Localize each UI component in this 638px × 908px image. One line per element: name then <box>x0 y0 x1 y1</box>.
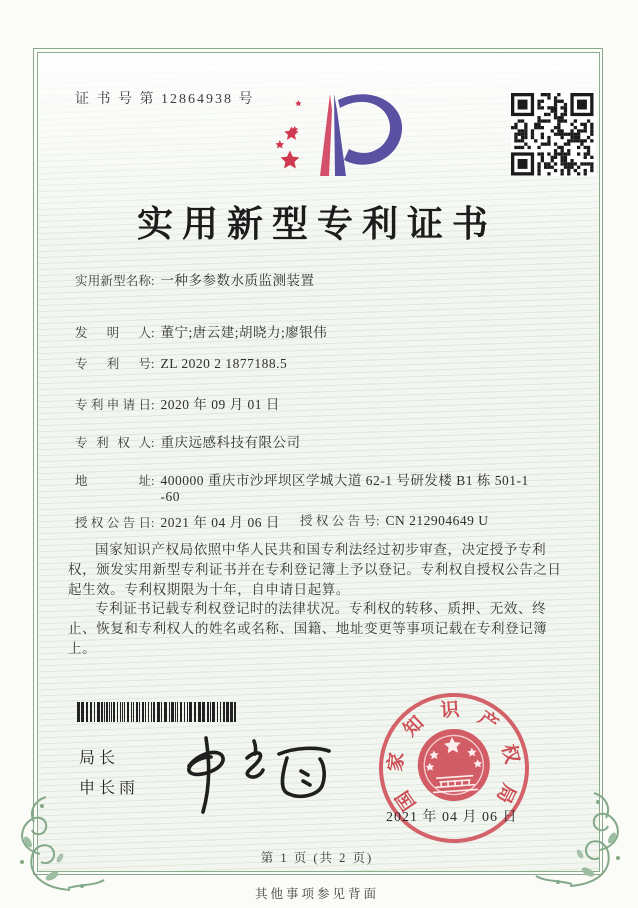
corner-flourish-icon <box>8 792 108 897</box>
cnipa-logo-icon <box>250 84 408 183</box>
address-line-1: 400000 重庆市沙坪坝区学城大道 62-1 号研发楼 B1 栋 501-1 <box>160 473 529 488</box>
field-address <box>75 469 529 505</box>
seal-char: 识 <box>439 699 461 722</box>
officer-name: 申长雨 <box>79 780 140 797</box>
address-line-2: -60 <box>160 489 180 504</box>
field-patentee-label: 专利权人 <box>75 436 151 450</box>
certificate-title: 实用新型专利证书 <box>136 204 497 244</box>
field-grant-no <box>300 511 489 529</box>
seal-char: 家 <box>385 751 409 773</box>
seal-char: 局 <box>492 780 520 807</box>
field-grant-date-value: 2021 年 04 月 06 日 <box>160 515 280 530</box>
field-filing-date <box>75 393 280 413</box>
field-patent-no-label: 专利号 <box>75 357 151 371</box>
signature-icon <box>175 726 340 818</box>
page-number: 第 1 页 (共 2 页) <box>260 851 374 865</box>
officer-role: 局长 <box>79 750 120 767</box>
corner-flourish-icon <box>532 788 632 893</box>
field-name-value: 一种多参数水质监测装置 <box>160 273 315 288</box>
field-filing-date-value: 2020 年 09 月 01 日 <box>160 397 280 412</box>
field-grant-no-label: 授权公告号 <box>300 514 376 528</box>
field-patentee-value: 重庆远感科技有限公司 <box>160 435 301 450</box>
field-name-label: 实用新型名称 <box>75 274 151 288</box>
field-inventor <box>75 321 327 341</box>
field-name <box>75 269 314 289</box>
colon: : <box>151 326 155 340</box>
field-address-label: 地址 <box>75 474 151 488</box>
field-grant-no-value: CN 212904649 U <box>385 513 489 528</box>
field-patent-no <box>75 354 287 372</box>
seal-char: 权 <box>497 742 523 766</box>
barcode-icon <box>77 702 240 722</box>
colon: : <box>151 357 155 371</box>
field-grant-date-label: 授权公告日 <box>75 516 151 530</box>
seal-char: 产 <box>473 707 502 736</box>
legal-text <box>68 540 574 659</box>
field-patentee <box>75 431 300 451</box>
qr-code-icon <box>511 93 596 176</box>
colon: : <box>151 474 155 488</box>
back-side-note: 其他事项参见背面 <box>254 887 379 901</box>
colon: : <box>151 516 155 530</box>
colon: : <box>151 398 155 412</box>
national-emblem-icon <box>413 720 495 809</box>
seal-char: 国 <box>392 786 421 814</box>
field-inventor-value: 董宁;唐云建;胡晓力;廖银伟 <box>160 325 328 340</box>
field-grant-date <box>75 511 280 531</box>
field-inventor-label: 发明人 <box>75 326 151 340</box>
seal-char: 知 <box>399 712 429 741</box>
field-filing-date-label: 专利申请日 <box>75 398 151 412</box>
legal-paragraph-1: 国家知识产权局依照中华人民共和国专利法经过初步审查，决定授予专利权，颁发实用新型专利证书并在专利登记簿上予以登记。专利权自授权公告之日起生效。专利权期限为十年，自申请日起算。 <box>68 542 562 597</box>
seal-date: 2021 年 04 月 06 日 <box>386 810 518 825</box>
colon: : <box>151 274 155 288</box>
colon: : <box>151 436 155 450</box>
certificate-number: 证 书 号 第 12864938 号 <box>75 92 255 107</box>
colon: : <box>376 514 380 528</box>
field-address-value <box>160 469 528 505</box>
legal-paragraph-2: 专利证书记载专利权登记时的法律状况。专利权的转移、质押、无效、终止、恢复和专利权人的姓名或名称、国籍、地址变更等事项记载在专利登记簿上。 <box>68 601 548 656</box>
field-patent-no-value: ZL 2020 2 1877188.5 <box>160 356 288 371</box>
